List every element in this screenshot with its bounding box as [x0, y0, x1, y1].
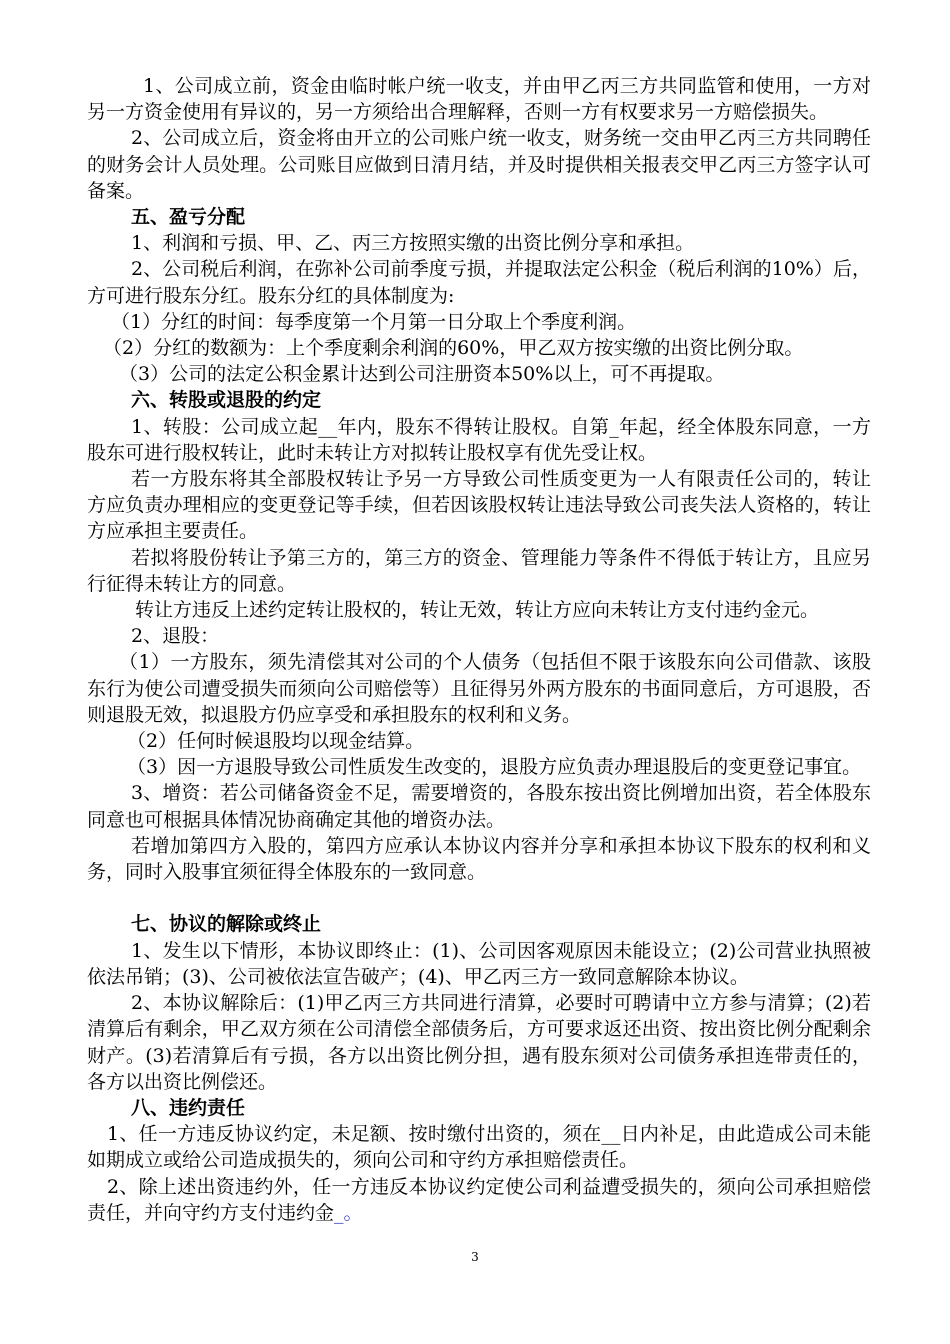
paragraph: 若一方股东将其全部股权转让予另一方导致公司性质变更为一人有限责任公司的，转让方应负责办理相应的变更登记等手续，但若因该股权转让违法导致公司丧失法人资格的，转让方应承担主要责任。	[87, 468, 871, 543]
paragraph: 1、发生以下情形，本协议即终止：(1)、公司因客观原因未能设立；(2)公司营业执照被依法吊销；(3)、公司被依法宣告破产；(4)、甲乙丙三方一致同意解除本协议。	[87, 939, 871, 988]
paragraph: （2）分红的数额为：上个季度剩余利润的60%，甲乙双方按实缴的出资比例分取。	[103, 337, 804, 360]
paragraph: 1、利润和亏损、甲、乙、丙三方按照实缴的出资比例分享和承担。	[131, 232, 695, 255]
section-heading: 五、盈亏分配	[131, 206, 246, 229]
tail-mark: _。	[334, 1201, 363, 1224]
page-number: 3	[471, 1250, 479, 1264]
blank-line	[87, 885, 871, 911]
paragraph: 2、除上述出资违约外，任一方违反本协议约定使公司利益遭受损失的，须向公司承担赔偿责任，并向守约方支付违约金_。	[87, 1175, 871, 1224]
paragraph: 1、转股：公司成立起__年内，股东不得转让股权。自第_年起，经全体股东同意，一方股东可进行股权转让，此时未转让方对拟转让股权享有优先受让权。	[87, 415, 871, 464]
section-heading: 六、转股或退股的约定	[131, 389, 322, 412]
paragraph: （3）因一方退股导致公司性质发生改变的，退股方应负责办理退股后的变更登记事宜。	[127, 756, 862, 779]
section-heading: 七、协议的解除或终止	[131, 913, 322, 936]
paragraph: （1）一方股东，须先清偿其对公司的个人债务（包括但不限于该股东向公司借款、该股东行为使公司遭受损失而须向公司赔偿等）且征得另外两方股东的书面同意后，方可退股，否则退股无效，拟退股方仍应享受和承担股东的权利和义务。	[87, 651, 871, 726]
paragraph: 转让方违反上述约定转让股权的，转让无效，转让方应向未转让方支付违约金元。	[135, 599, 820, 622]
paragraph: 1、任一方违反协议约定，未足额、按时缴付出资的，须在__日内补足，由此造成公司未能如期成立或给公司造成损失的，须向公司和守约方承担赔偿责任。	[87, 1123, 871, 1172]
paragraph: 若拟将股份转让予第三方的，第三方的资金、管理能力等条件不得低于转让方，且应另行征得未转让方的同意。	[87, 546, 871, 595]
paragraph: 2、公司税后利润，在弥补公司前季度亏损，并提取法定公积金（税后利润的10%）后，方可进行股东分红。股东分红的具体制度为:	[87, 258, 871, 307]
section-heading: 八、违约责任	[131, 1096, 246, 1119]
paragraph: （2）任何时候退股均以现金结算。	[127, 730, 425, 753]
paragraph: 若增加第四方入股的，第四方应承认本协议内容并分享和承担本协议下股东的权利和义务，同时入股事宜须征得全体股东的一致同意。	[87, 834, 871, 884]
paragraph: （3）公司的法定公积金累计达到公司注册资本50%以上，可不再提取。	[119, 363, 725, 386]
paragraph: 3、增资：若公司储备资金不足，需要增资的，各股东按出资比例增加出资，若全体股东同意也可根据具体情况协商确定其他的增资办法。	[87, 782, 871, 831]
paragraph: （1）分红的时间：每季度第一个月第一日分取上个季度利润。	[111, 310, 637, 333]
paragraph: 2、本协议解除后：(1)甲乙丙三方共同进行清算，必要时可聘请中立方参与清算；(2)若清算后有剩余，甲乙双方须在公司清偿全部债务后，方可要求返还出资、按出资比例分配剩余财产。(3)若清算后有亏损，各方以出资比例分担，遇有股东须对公司债务承担连带责任的，各方以出资比例偿还。	[87, 992, 871, 1093]
paragraph: 1、公司成立前，资金由临时帐户统一收支，并由甲乙丙三方共同监管和使用，一方对另一方资金使用有异议的，另一方须给出合理解释，否则一方有权要求另一方赔偿损失。	[87, 75, 871, 124]
paragraph: 2、公司成立后，资金将由开立的公司账户统一收支，财务统一交由甲乙丙三方共同聘任的财务会计人员处理。公司账目应做到日清月结，并及时提供相关报表交甲乙丙三方签字认可备案。	[87, 127, 871, 202]
paragraph: 2、退股：	[131, 625, 220, 648]
document-body	[87, 73, 871, 1226]
